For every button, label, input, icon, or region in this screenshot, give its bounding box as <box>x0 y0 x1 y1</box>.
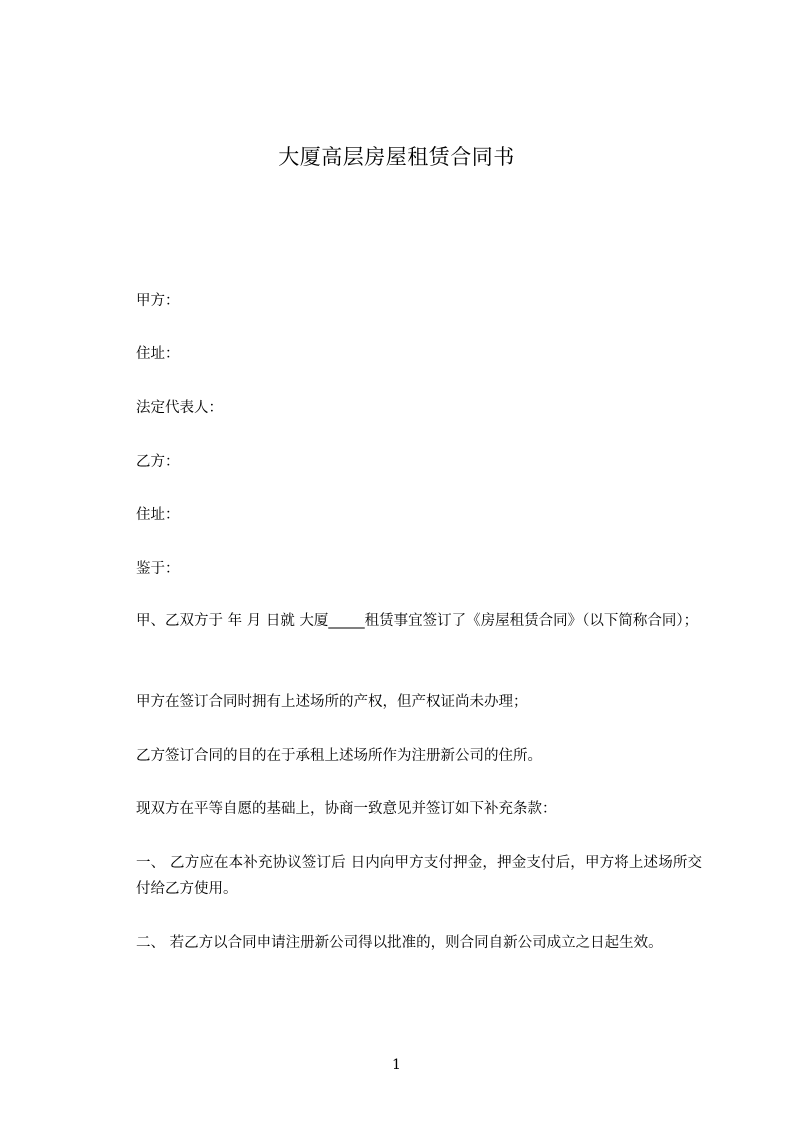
party-b-address-label: 住址： <box>136 507 180 523</box>
whereas-label: 鉴于： <box>136 561 180 577</box>
recital-paragraph-purpose: 乙方签订合同的目的在于承租上述场所作为注册新公司的住所。 <box>136 748 542 764</box>
party-a-label: 甲方： <box>136 293 180 309</box>
recital-paragraph-agreement: 现双方在平等自愿的基础上，协商一致意见并签订如下补充条款： <box>136 801 557 817</box>
document-title: 大厦高层房屋租赁合同书 <box>278 145 515 169</box>
party-a-address-label: 住址： <box>136 346 180 362</box>
clause-2-paragraph: 二、 若乙方以合同申请注册新公司得以批准的，则合同自新公司成立之日起生效。 <box>136 935 663 951</box>
legal-representative-label: 法定代表人： <box>136 400 223 416</box>
page-number: 1 <box>392 1057 401 1073</box>
clause-1-paragraph: 一、 乙方应在本补充协议签订后 日内向甲方支付押金，押金支付后，甲方将上述场所交付给乙方使用。 <box>136 855 702 897</box>
party-b-label: 乙方： <box>136 454 180 470</box>
recital-paragraph-contract: 甲、乙双方于 年 月 日就 大厦_____租赁事宜签订了《房屋租赁合同》（以下简称合同）； <box>136 613 699 629</box>
recital-paragraph-ownership: 甲方在签订合同时拥有上述场所的产权，但产权证尚未办理； <box>136 694 528 710</box>
